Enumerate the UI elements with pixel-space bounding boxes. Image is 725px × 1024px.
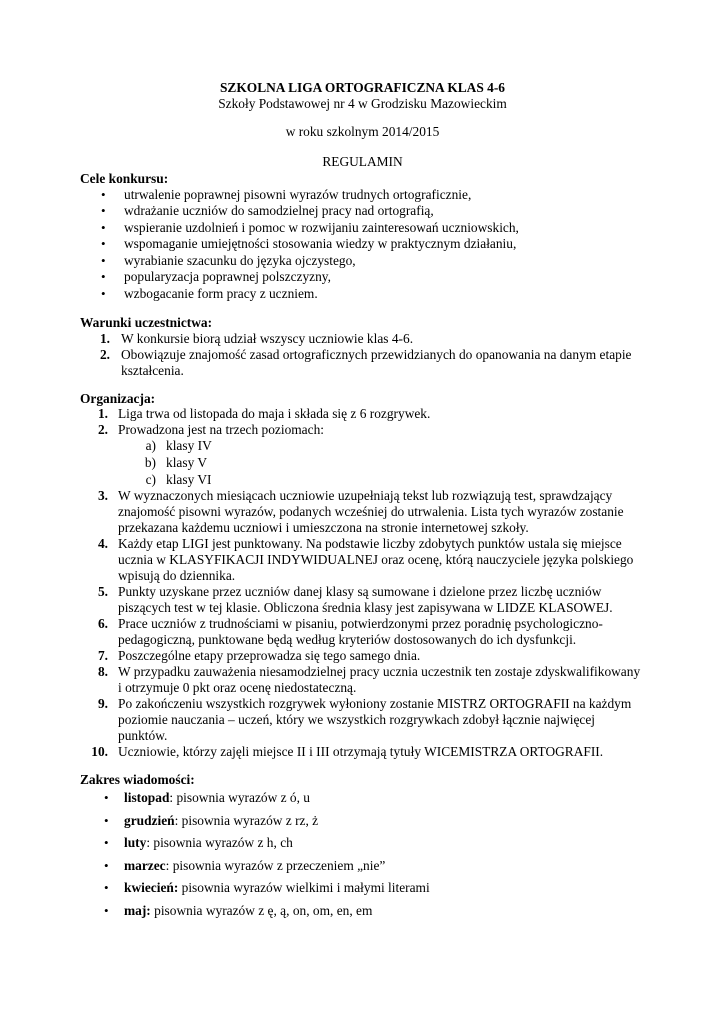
list-item: utrwalenie poprawnej pisowni wyrazów trudnych ortograficznie, — [124, 187, 472, 202]
list-item — [124, 813, 318, 830]
list-item-continuation: ucznia w KLASYFIKACJI INDYWIDUALNEJ oraz ocenę, którą nauczyciele języka polskiego — [118, 552, 634, 567]
list-item: Każdy etap LIGI jest punktowany. Na podstawie liczby zdobytych punktów ustala się miejsce — [118, 536, 622, 551]
list-item: wspieranie uzdolnień i pomoc w rozwijaniu zainteresowań uczniowskich, — [124, 220, 519, 235]
list-number: 6. — [97, 616, 108, 631]
level-item: klasy V — [166, 455, 208, 470]
month-topic: pisownia wyrazów wielkimi i małymi literami — [178, 880, 430, 895]
list-number: 2. — [97, 422, 108, 437]
list-number: 1. — [97, 406, 108, 421]
bullet-icon: • — [104, 813, 109, 828]
list-item: Poszczególne etapy przeprowadza się tego samego dnia. — [118, 648, 421, 663]
list-item: wdrażanie uczniów do samodzielnej pracy nad ortografią, — [124, 203, 434, 218]
bullet-icon: • — [101, 220, 106, 235]
list-item: wzbogacanie form pracy z uczniem. — [124, 286, 318, 301]
list-item: wyrabianie szacunku do języka ojczystego, — [124, 253, 356, 268]
bullet-icon: • — [104, 790, 109, 805]
list-item: popularyzacja poprawnej polszczyzny, — [124, 269, 331, 284]
list-item: Uczniowie, którzy zajęli miejsce II i III otrzymają tytuły WICEMISTRZA ORTOGRAFII. — [118, 744, 604, 759]
list-number: 9. — [97, 696, 108, 711]
list-item-continuation: punktów. — [118, 728, 168, 743]
bullet-icon: • — [104, 835, 109, 850]
list-item: W konkursie biorą udział wszyscy uczniowie klas 4-6. — [121, 331, 414, 346]
list-item-continuation: pedagogiczną, punktowane będą według kryteriów dostosowanych do ich dysfunkcji. — [118, 632, 577, 647]
level-item: klasy VI — [166, 472, 212, 487]
list-number: 8. — [97, 664, 108, 679]
bullet-icon: • — [101, 253, 106, 268]
list-number: 4. — [97, 536, 108, 551]
list-item: Punkty uzyskane przez uczniów danej klasy są sumowane i dzielone przez liczbę uczniów — [118, 584, 602, 599]
document-title: SZKOLNA LIGA ORTOGRAFICZNA KLAS 4-6 — [219, 80, 505, 95]
month-label: maj: — [124, 903, 151, 918]
section-heading-organizacja: Organizacja: — [80, 391, 156, 406]
bullet-icon: • — [104, 880, 109, 895]
bullet-icon: • — [101, 286, 106, 301]
list-item: W wyznaczonych miesiącach uczniowie uzupełniają tekst lub rozwiązują test, sprawdzający — [118, 488, 613, 503]
list-item: Prace uczniów z trudnościami w pisaniu, potwierdzonymi przez poradnię psychologiczno- — [118, 616, 603, 631]
list-item: Liga trwa od listopada do maja i składa się z 6 rozgrywek. — [118, 406, 431, 421]
bullet-icon: • — [101, 269, 106, 284]
section-heading-warunki: Warunki uczestnictwa: — [80, 315, 213, 330]
month-topic: : pisownia wyrazów z przeczeniem „nie” — [165, 858, 386, 873]
list-item-continuation: piszących test w tej klasie. Obliczona średnia klasy jest zapisywana w LIDZE KLASOWEJ. — [118, 600, 613, 615]
bullet-icon: • — [101, 187, 106, 202]
list-item — [124, 880, 430, 897]
school-name: Szkoły Podstawowej nr 4 w Grodzisku Mazowieckim — [218, 96, 507, 111]
list-item-continuation: przekazana każdemu uczniowi i umieszczona na stronie internetowej szkoły. — [118, 520, 529, 535]
list-item: Obowiązuje znajomość zasad ortograficznych przewidzianych do opanowania na danym etapie — [121, 347, 632, 362]
list-item-continuation: wpisują do dziennika. — [118, 568, 236, 583]
month-topic: : pisownia wyrazów z h, ch — [146, 835, 293, 850]
month-topic: : pisownia wyrazów z rz, ż — [174, 813, 319, 828]
list-item — [124, 858, 385, 875]
list-number: 5. — [97, 584, 108, 599]
bullet-icon: • — [101, 203, 106, 218]
bullet-icon: • — [101, 236, 106, 251]
list-item — [124, 790, 310, 807]
level-letter: a) — [145, 438, 156, 453]
list-item: W przypadku zauważenia niesamodzielnej pracy ucznia uczestnik ten zostaje zdyskwalifikowany — [118, 664, 641, 679]
month-label: grudzień — [124, 813, 175, 828]
list-number: 1. — [99, 331, 110, 346]
bullet-icon: • — [104, 903, 109, 918]
list-item: Prowadzona jest na trzech poziomach: — [118, 422, 324, 437]
month-label: listopad — [124, 790, 170, 805]
month-label: luty — [124, 835, 147, 850]
level-letter: b) — [144, 455, 156, 470]
list-number: 2. — [99, 347, 110, 362]
list-item-continuation: i otrzymuje 0 pkt oraz ocenę niedostateczną. — [118, 680, 357, 695]
list-item — [124, 835, 293, 852]
section-heading-cele: Cele konkursu: — [80, 171, 169, 186]
list-item-continuation: znajomość pisowni wyrazów, podanych wcześniej do utrwalenia. Lista tych wyrazów zostanie — [118, 504, 624, 519]
list-item — [124, 903, 372, 920]
school-year: w roku szkolnym 2014/2015 — [285, 124, 440, 139]
list-item: Po zakończeniu wszystkich rozgrywek wyłoniony zostanie MISTRZ ORTOGRAFII na każdym — [118, 696, 632, 711]
month-topic: : pisownia wyrazów z ó, u — [169, 790, 310, 805]
list-item-continuation: kształcenia. — [121, 363, 184, 378]
bullet-icon: • — [104, 858, 109, 873]
level-item: klasy IV — [166, 438, 212, 453]
month-label: kwiecień: — [124, 880, 179, 895]
list-item: wspomaganie umiejętności stosowania wiedzy w praktycznym działaniu, — [124, 236, 517, 251]
list-item-continuation: poziomie nauczania – uczeń, który we wszystkich rozgrywkach zdobył łącznie najwięcej — [118, 712, 596, 727]
section-heading-zakres: Zakres wiadomości: — [80, 772, 195, 787]
list-number: 7. — [97, 648, 108, 663]
level-letter: c) — [145, 472, 156, 487]
month-label: marzec — [124, 858, 166, 873]
list-number: 3. — [97, 488, 108, 503]
month-topic: pisownia wyrazów z ę, ą, on, om, en, em — [150, 903, 373, 918]
list-number: 10. — [91, 744, 108, 759]
regulamin-title: REGULAMIN — [322, 154, 403, 169]
